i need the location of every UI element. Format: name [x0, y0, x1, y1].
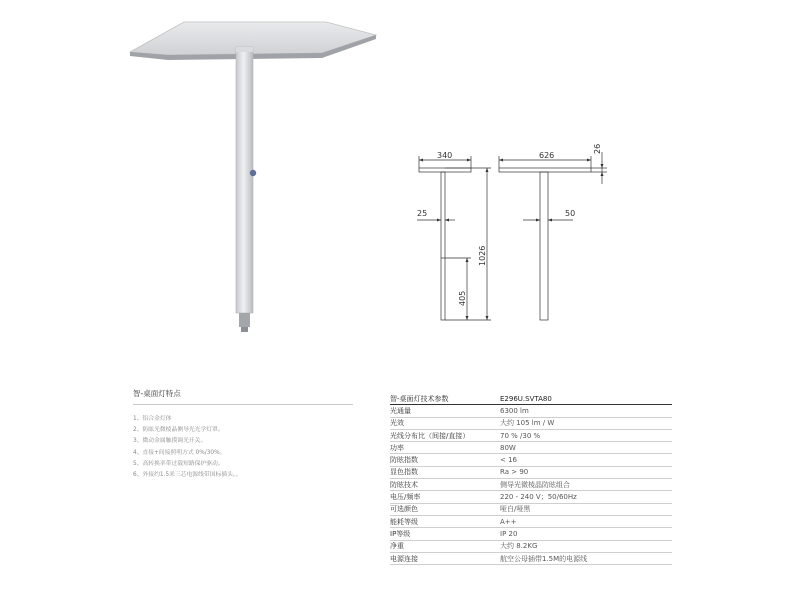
feature-item: 6、外接约1.5米三芯电源线带国标插头。。 — [133, 472, 242, 479]
spec-row — [390, 540, 672, 552]
spec-label: 防眩技术 — [390, 479, 500, 491]
spec-value: 哑白/哑黑 — [500, 503, 672, 515]
dimension-drawing — [395, 138, 625, 338]
dim-head-thickness: 26 — [593, 143, 602, 154]
feature-item: 4、直接+间接照明方式 0%/30%。 — [133, 449, 226, 456]
feature-item: 2、防眩光微棱晶侧导光光学灯罩。 — [133, 427, 224, 434]
spec-label: 光效 — [390, 417, 500, 429]
spec-value: Ra > 90 — [500, 466, 672, 478]
spec-value: 大约 8.2KG — [500, 540, 672, 552]
spec-value: A++ — [500, 515, 672, 527]
dim-total-height: 1026 — [478, 245, 487, 266]
dim-lower-height: 405 — [458, 290, 467, 306]
spec-value: 侧导光微棱晶防眩组合 — [500, 479, 672, 491]
feature-item: 5、高转换率带过载短路保护驱动。 — [133, 460, 224, 467]
spec-row — [390, 503, 672, 515]
spec-label: 防眩指数 — [390, 454, 500, 466]
spec-row — [390, 417, 672, 429]
spec-label: 可选颜色 — [390, 503, 500, 515]
feature-item: 3、微动金属触摸调光开关。 — [133, 438, 207, 445]
spec-label: 光线分布比（间接/直接） — [390, 429, 500, 441]
spec-row — [390, 515, 672, 527]
spec-label: 电源连接 — [390, 552, 500, 564]
spec-label: 光通量 — [390, 405, 500, 417]
dim-offset-left: 25 — [417, 209, 428, 218]
spec-value: 220 - 240 V；50/60Hz — [500, 491, 672, 503]
features-title: 智-桌面灯特点 — [133, 388, 353, 405]
features-list — [133, 414, 353, 481]
spec-row — [390, 491, 672, 503]
spec-row — [390, 454, 672, 466]
spec-value: IP 20 — [500, 528, 672, 540]
spec-row — [390, 479, 672, 491]
spec-value: 航空公母插带1.5M的电源线 — [500, 552, 672, 564]
spec-value: 6300 lm — [500, 405, 672, 417]
spec-value: 大约 105 lm / W — [500, 417, 672, 429]
spec-label: 显色指数 — [390, 466, 500, 478]
spec-row — [390, 442, 672, 454]
spec-value: 80W — [500, 442, 672, 454]
spec-label: 功率 — [390, 442, 500, 454]
feature-item: 1、铝合金灯体 — [133, 416, 172, 422]
spec-row — [390, 552, 672, 564]
spec-value: 70 % /30 % — [500, 429, 672, 441]
spec-label: 电压/频率 — [390, 491, 500, 503]
spec-row — [390, 466, 672, 478]
dim-pole-width: 50 — [565, 209, 576, 218]
specs-title: 智-桌面灯技术参数 — [390, 393, 500, 405]
dim-width-front: 626 — [539, 151, 555, 160]
dim-width-side: 340 — [437, 151, 453, 160]
spec-row — [390, 405, 672, 417]
specs-header-row — [390, 393, 672, 405]
lamp-product-image — [120, 15, 390, 335]
spec-label: 能耗等级 — [390, 515, 500, 527]
spec-label: IP等级 — [390, 528, 500, 540]
spec-label: 净重 — [390, 540, 500, 552]
specs-model: E296U.SVTA80 — [500, 393, 672, 405]
spec-row — [390, 429, 672, 441]
spec-value: < 16 — [500, 454, 672, 466]
specs-table — [390, 393, 672, 565]
features-section — [133, 388, 353, 481]
spec-row — [390, 528, 672, 540]
